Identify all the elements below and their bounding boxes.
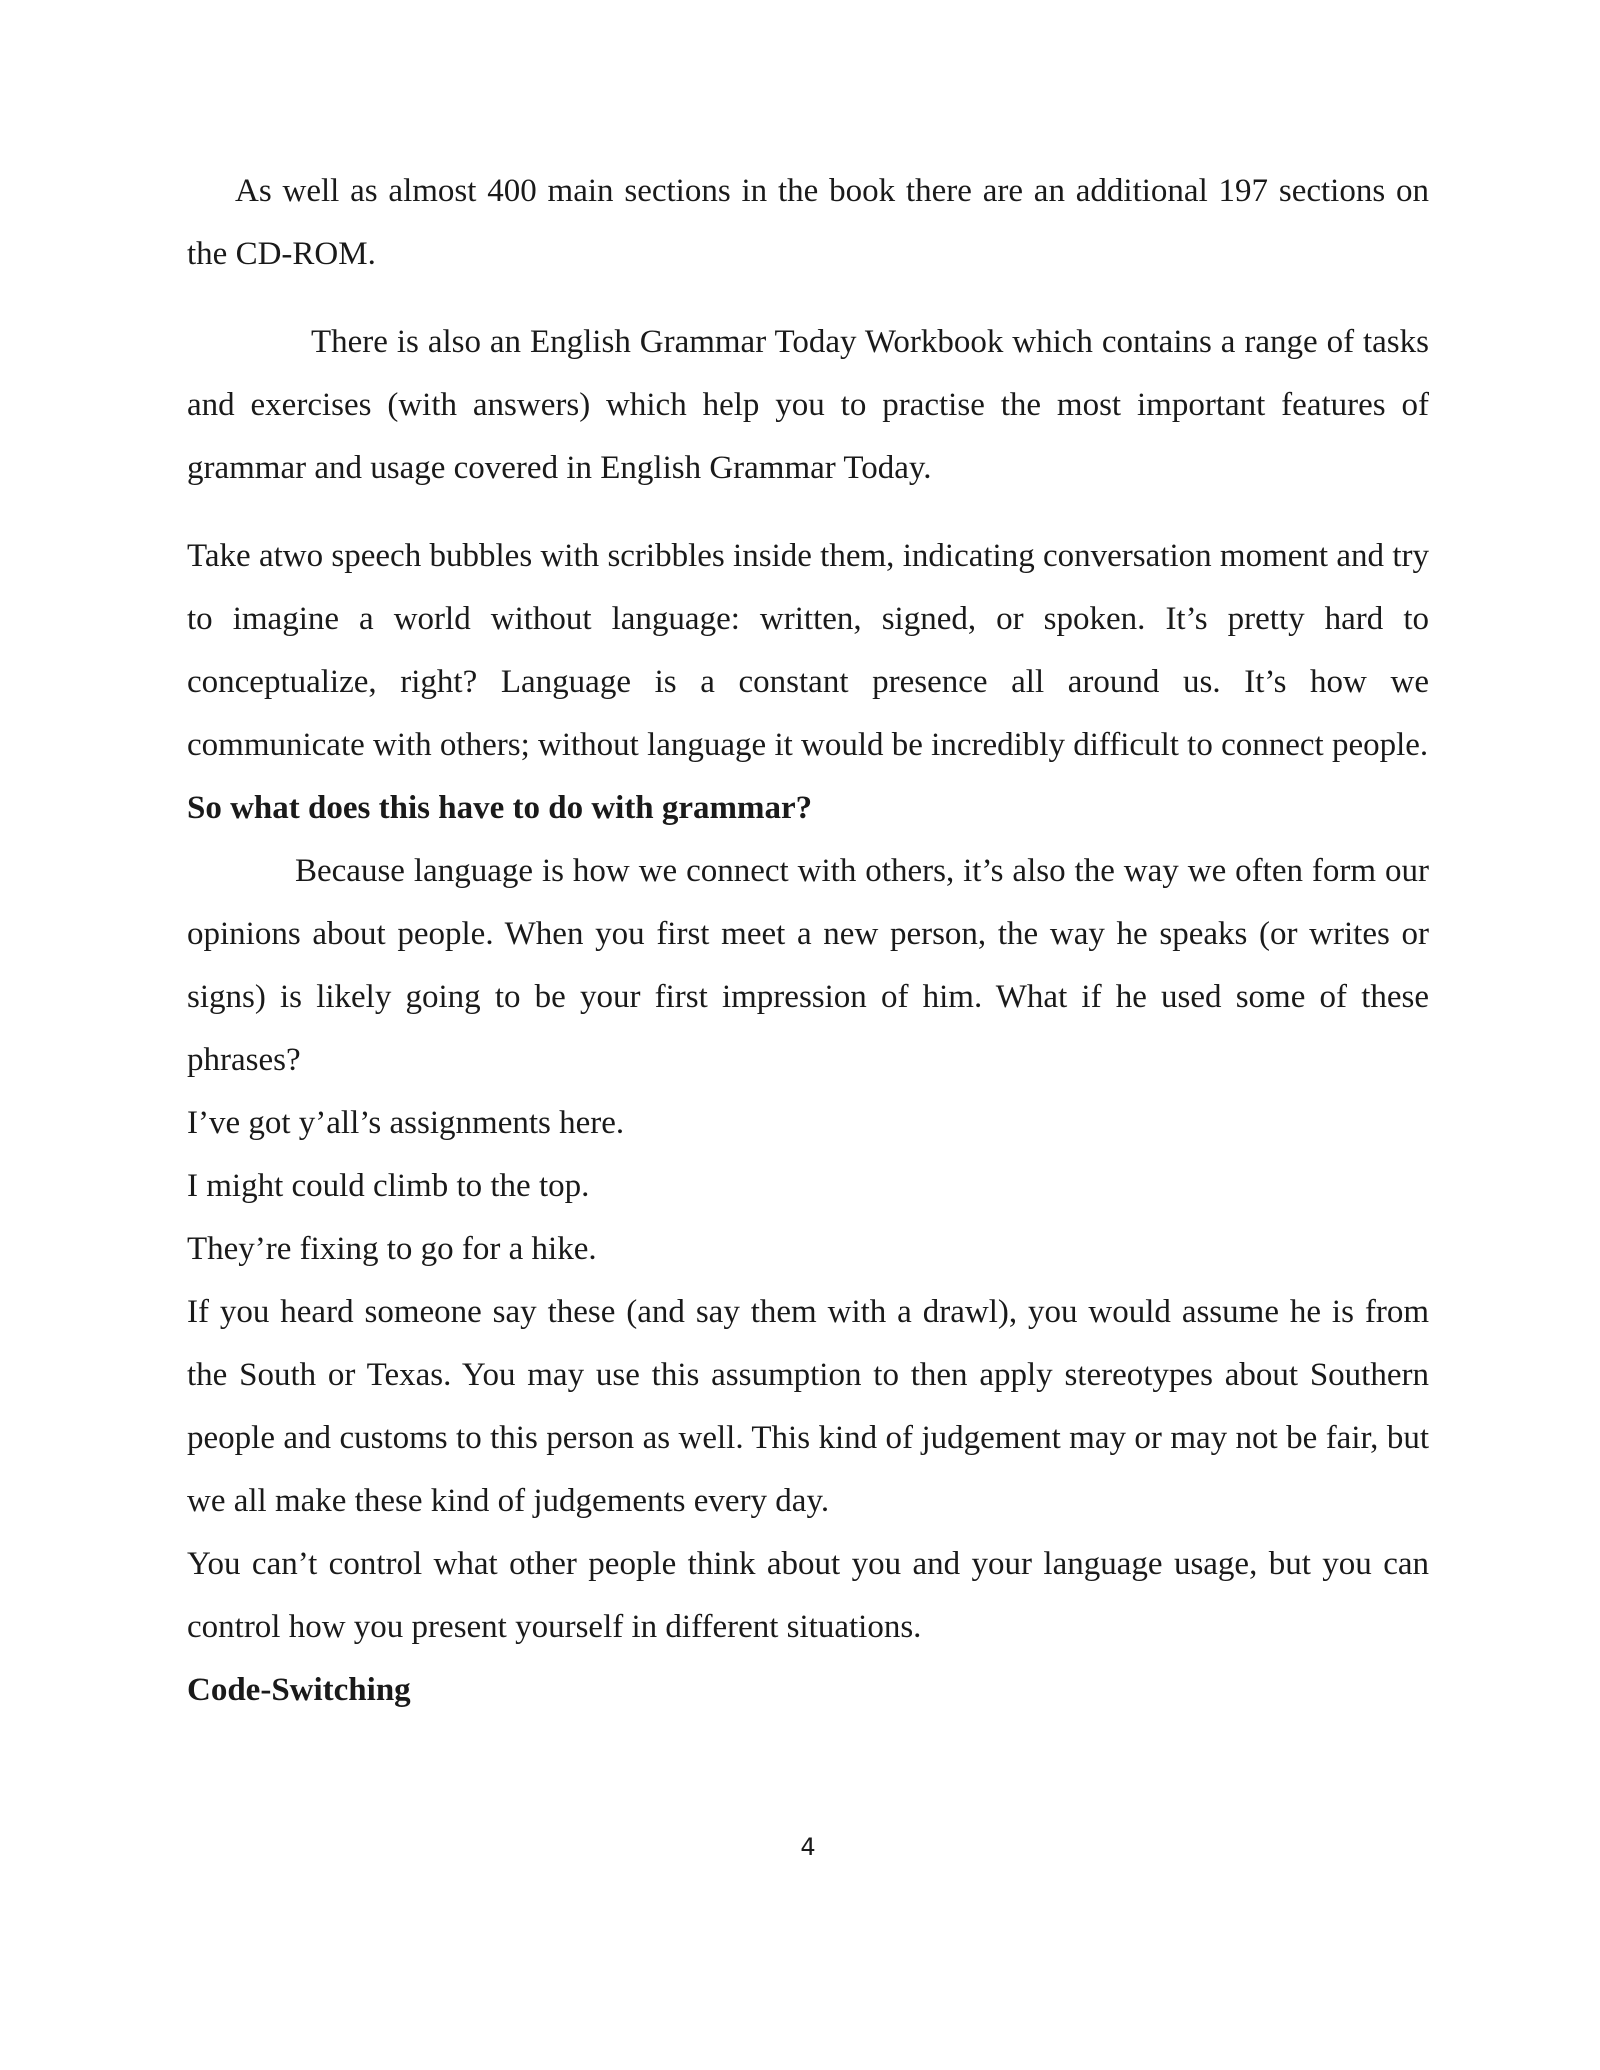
example-phrase: They’re fixing to go for a hike.: [187, 1231, 597, 1267]
page-number: 4: [800, 1833, 816, 1861]
paragraph-stereotypes: If you heard someone say these (and say them with a drawl), you would assume he is from the South or Texas. You may use this assumption to then apply stereotypes about Southern people and customs to this person as well. This kind of judgement may or may not be fair, but we all make these kind of judgements every day.: [187, 1294, 1429, 1519]
paragraph-workbook: There is also an English Grammar Today Workbook which contains a range of tasks and exercises (with answers) which help you to practise the most important features of grammar and usage covered in English Grammar Today.: [187, 324, 1429, 486]
section-heading-grammar: So what does this have to do with grammar?: [187, 790, 813, 826]
paragraph-cd-rom: As well as almost 400 main sections in the book there are an additional 197 sections on the CD-ROM.: [187, 173, 1429, 272]
paragraph-first-impression: Because language is how we connect with others, it’s also the way we often form our opinions about people. When you first meet a new person, the way he speaks (or writes or signs) is likely going to be your first impression of him. What if he used some of these phrases?: [187, 853, 1429, 1078]
example-phrase: I’ve got y’all’s assignments here.: [187, 1105, 625, 1141]
section-heading-code-switching: Code-Switching: [187, 1672, 411, 1708]
page-body: [187, 160, 1429, 1722]
paragraph-control: You can’t control what other people think about you and your language usage, but you can control how you present yourself in different situations.: [187, 1546, 1429, 1645]
paragraph-language-world: Take atwo speech bubbles with scribbles inside them, indicating conversation moment and try to imagine a world without language: written, signed, or spoken. It’s pretty hard to conceptualize, right? Language is a constant presence all around us. It’s how we communicate with others; without language it would be incredibly difficult to connect people.: [187, 538, 1429, 763]
example-phrase: I might could climb to the top.: [187, 1168, 590, 1204]
